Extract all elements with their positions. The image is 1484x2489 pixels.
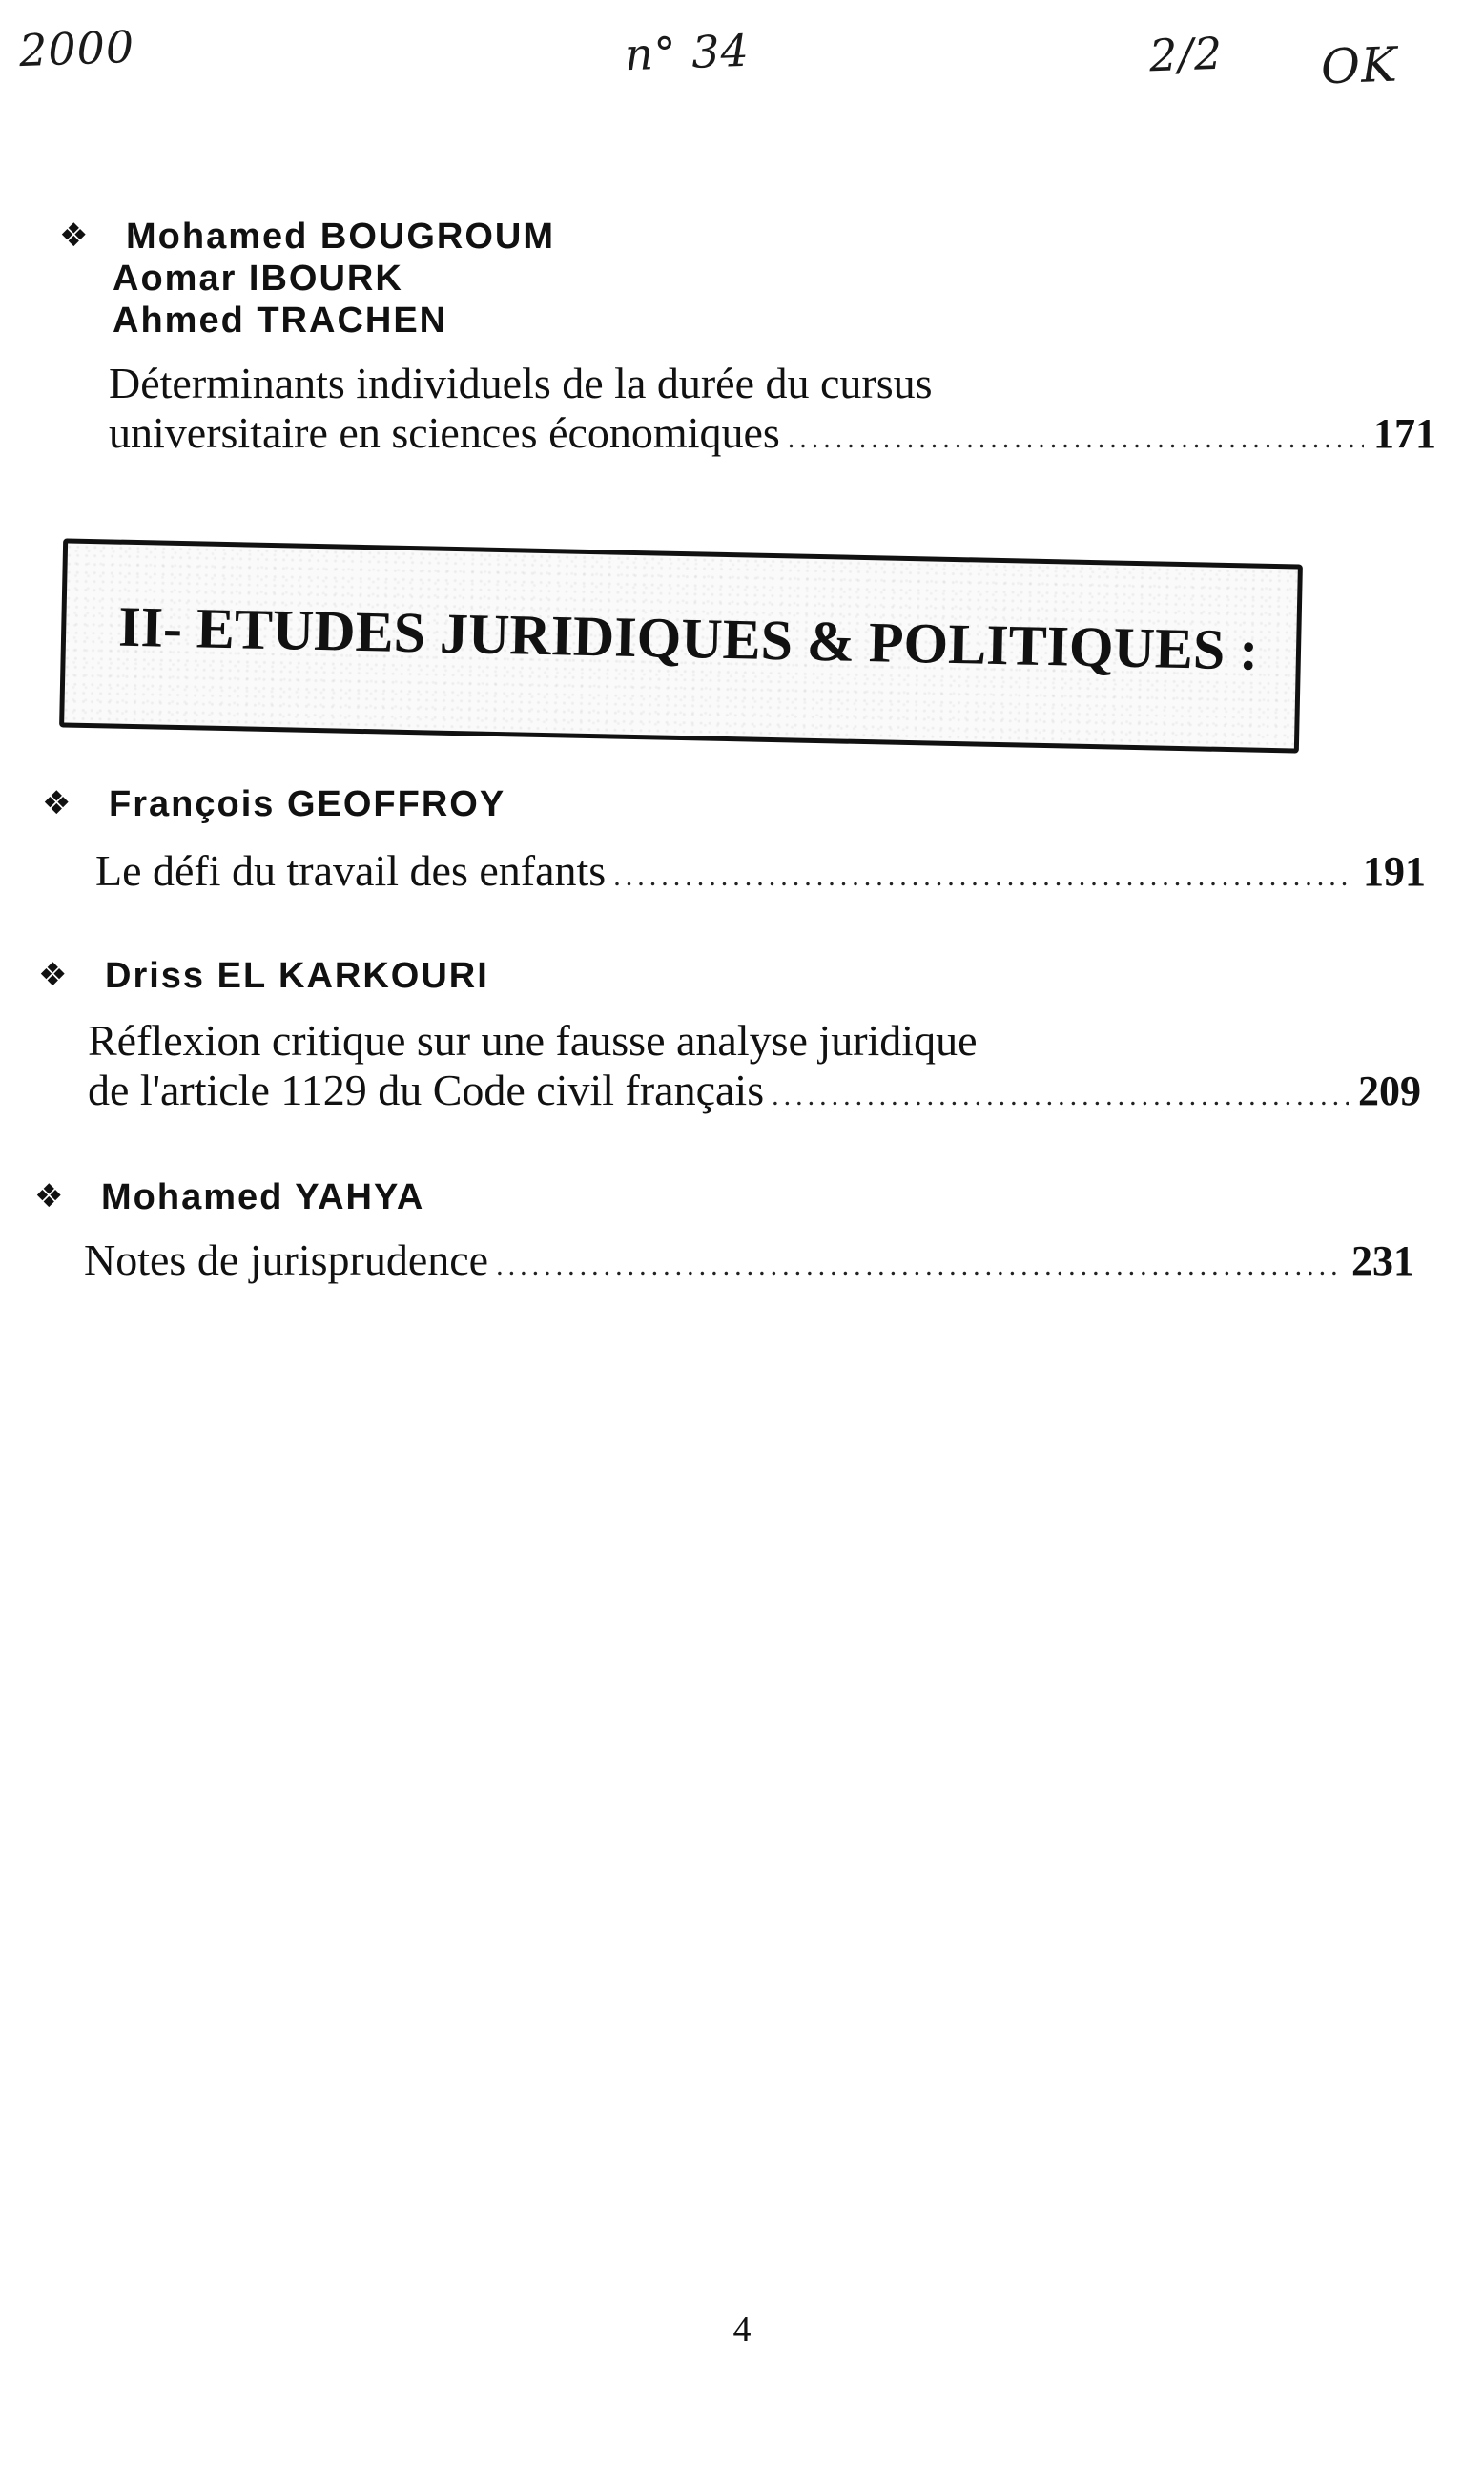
toc-row <box>88 1066 1421 1121</box>
page-number: 209 <box>1358 1068 1421 1114</box>
author-list <box>0 215 1484 342</box>
article-title-line: universitaire en sciences économiques <box>109 408 780 457</box>
toc-row <box>95 846 1426 902</box>
section-heading-box <box>59 538 1303 753</box>
author-line <box>0 1175 1484 1218</box>
author-list <box>0 1175 1484 1218</box>
diamond-cluster-icon: ❖ <box>38 956 70 994</box>
author-name: Aomar IBOURK <box>113 259 403 299</box>
author-line <box>0 258 1484 300</box>
handwritten-issue-number: n° 34 <box>624 24 751 81</box>
dot-leader <box>496 1241 1342 1291</box>
article-title-line: Réflexion critique sur une fausse analyse juridique <box>88 1016 978 1065</box>
toc-entry-el-karkouri <box>0 954 1484 1121</box>
toc-entry-yahya <box>0 1175 1484 1291</box>
dot-leader <box>788 414 1364 464</box>
toc-entry-geoffroy <box>0 782 1484 902</box>
author-line <box>0 215 1484 258</box>
diamond-cluster-icon: ❖ <box>34 1177 66 1215</box>
author-list <box>0 782 1484 825</box>
author-name: Mohamed YAHYA <box>101 1177 425 1217</box>
handwritten-ok: OK <box>1320 36 1399 95</box>
diamond-cluster-icon: ❖ <box>59 217 91 255</box>
author-name: François GEOFFROY <box>109 784 506 824</box>
footer-page-number: 4 <box>732 2310 752 2350</box>
page-number: 191 <box>1363 848 1426 895</box>
page-number: 231 <box>1351 1237 1414 1284</box>
section-title: II- ETUDES JURIDIQUES & POLITIQUES : <box>117 594 1259 682</box>
article-title-line: Notes de jurisprudence <box>84 1235 489 1284</box>
article-title-line: Le défi du travail des enfants <box>95 846 607 895</box>
handwritten-year: 2000 <box>18 20 135 77</box>
diamond-cluster-icon: ❖ <box>42 784 73 822</box>
author-name: Ahmed TRACHEN <box>113 301 448 341</box>
toc-entry-bougroum <box>0 215 1484 464</box>
dot-leader <box>772 1071 1349 1121</box>
author-line <box>0 300 1484 342</box>
page-number: 171 <box>1373 410 1436 457</box>
dot-leader <box>613 852 1353 902</box>
handwritten-part: 2/2 <box>1148 27 1224 82</box>
author-list <box>0 954 1484 997</box>
author-line <box>0 954 1484 997</box>
author-name: Mohamed BOUGROUM <box>126 217 555 257</box>
author-line <box>0 782 1484 825</box>
article-title-line: de l'article 1129 du Code civil français <box>88 1066 765 1114</box>
author-name: Driss EL KARKOURI <box>105 956 489 996</box>
toc-row <box>109 408 1436 464</box>
toc-row <box>84 1235 1414 1291</box>
article-title-line: Déterminants individuels de la durée du cursus <box>109 359 933 407</box>
